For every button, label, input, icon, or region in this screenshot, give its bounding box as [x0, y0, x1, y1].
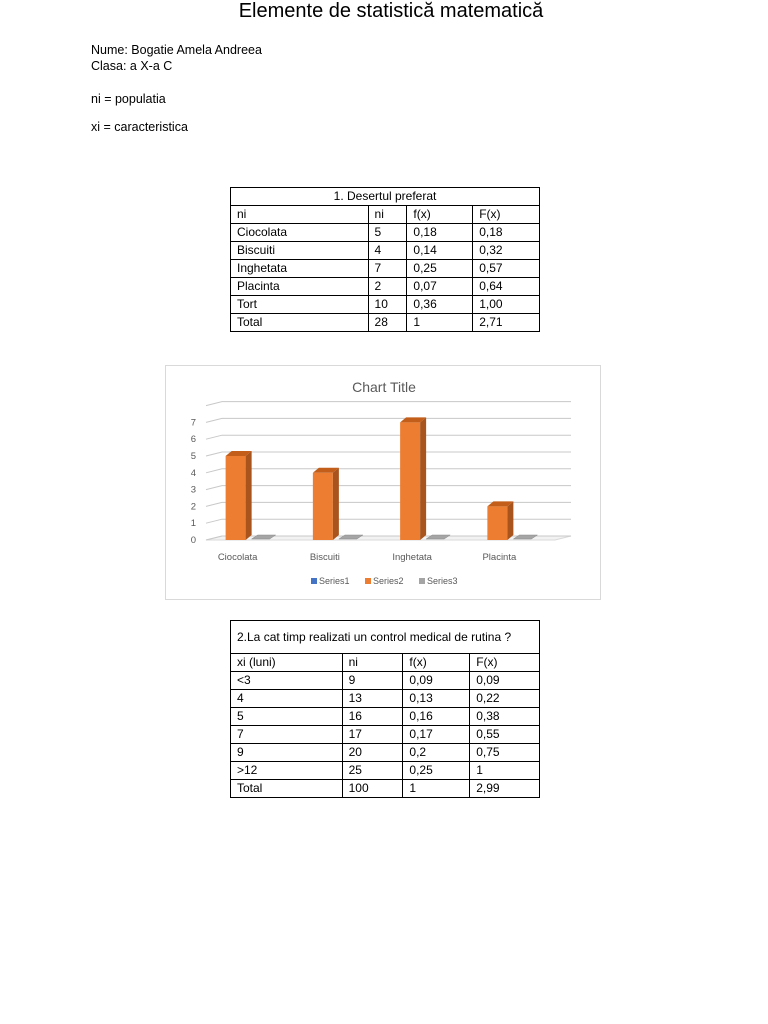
table-cell: 0,2	[403, 744, 470, 762]
table-cell: 20	[342, 744, 403, 762]
gridline	[206, 502, 571, 506]
student-name: Nume: Bogatie Amela Andreea	[91, 43, 262, 57]
table-row	[231, 672, 540, 690]
chart-bars	[226, 417, 538, 540]
table-total-row	[231, 314, 540, 332]
bar-series2-biscuiti	[313, 473, 333, 540]
table-row	[231, 242, 540, 260]
bar-series2-placinta	[487, 506, 507, 540]
table-row	[231, 726, 540, 744]
table-cell: Inghetata	[231, 260, 369, 278]
table-cell: 0,09	[470, 672, 540, 690]
table-cell: 0,16	[403, 708, 470, 726]
table-cell: 0,32	[473, 242, 540, 260]
table-caption-row	[231, 188, 540, 206]
column-header: ni	[231, 206, 369, 224]
table-cell: 0,14	[407, 242, 473, 260]
table-cell: 25	[342, 762, 403, 780]
table-cell: 0,17	[403, 726, 470, 744]
y-tick-label: 4	[190, 467, 196, 479]
x-tick-label: Ciocolata	[217, 552, 258, 563]
table-row	[231, 708, 540, 726]
table-header-row	[231, 206, 540, 224]
bar-side-biscuiti	[333, 468, 339, 540]
table-cell: 0,25	[403, 762, 470, 780]
bar-side-ciocolata	[246, 451, 252, 540]
table-cell: 2	[368, 278, 407, 296]
table-row	[231, 744, 540, 762]
table-row	[231, 224, 540, 242]
legend-swatch	[419, 578, 425, 584]
chart-legend	[311, 576, 458, 586]
definition-ni: ni = populatia	[91, 92, 166, 106]
column-header: F(x)	[470, 654, 540, 672]
table-cell: 7	[368, 260, 407, 278]
table-cell: 0,38	[470, 708, 540, 726]
table-row	[231, 690, 540, 708]
table-cell: Total	[231, 780, 343, 798]
table-total-row	[231, 780, 540, 798]
document-title: Elemente de statistică matematică	[238, 0, 544, 22]
table-cell: 4	[231, 690, 343, 708]
table-cell: 0,13	[403, 690, 470, 708]
table-cell: 100	[342, 780, 403, 798]
table-cell: 2,71	[473, 314, 540, 332]
dessert-chart	[165, 365, 601, 600]
table-row	[231, 278, 540, 296]
table-cell: Ciocolata	[231, 224, 369, 242]
table-cell: 9	[342, 672, 403, 690]
y-tick-label: 3	[190, 484, 196, 496]
legend-entry: Series3	[427, 576, 458, 586]
table-cell: 0,09	[403, 672, 470, 690]
table-cell: 1	[403, 780, 470, 798]
table-row	[231, 762, 540, 780]
y-tick-label: 0	[190, 535, 196, 546]
bar-series2-inghetata	[400, 422, 420, 540]
gridline	[206, 452, 571, 456]
table-cell: 0,36	[407, 296, 473, 314]
bar-series2-ciocolata	[226, 456, 246, 540]
table-cell: 4	[368, 242, 407, 260]
table-cell: Tort	[231, 296, 369, 314]
y-tick-label: 6	[190, 434, 196, 446]
legend-entry: Series2	[373, 576, 404, 586]
table-cell: 13	[342, 690, 403, 708]
bar-side-inghetata	[420, 417, 426, 540]
chart-title: Chart Title	[352, 379, 416, 395]
gridline	[206, 519, 571, 523]
dessert-table	[230, 187, 540, 332]
table-cell: 10	[368, 296, 407, 314]
table-cell: 7	[231, 726, 343, 744]
table-row	[231, 296, 540, 314]
table-cell: 17	[342, 726, 403, 744]
table-cell: Total	[231, 314, 369, 332]
gridline	[206, 435, 571, 439]
bar-side-placinta	[507, 501, 513, 540]
table-row	[231, 260, 540, 278]
table-cell: 1,00	[473, 296, 540, 314]
table-cell: >12	[231, 762, 343, 780]
y-tick-label: 7	[190, 417, 196, 429]
table-cell: <3	[231, 672, 343, 690]
gridline	[206, 418, 571, 422]
column-header: ni	[368, 206, 407, 224]
table-cell: Biscuiti	[231, 242, 369, 260]
x-tick-label: Biscuiti	[309, 552, 340, 563]
y-tick-label: 2	[190, 501, 196, 513]
table-caption-row	[231, 621, 540, 654]
table-cell: 0,22	[470, 690, 540, 708]
table-cell: 0,18	[407, 224, 473, 242]
column-header: ni	[342, 654, 403, 672]
column-header: F(x)	[473, 206, 540, 224]
gridline	[206, 486, 571, 490]
y-tick-label: 5	[190, 451, 196, 462]
chart-x-axis	[218, 552, 517, 563]
student-class: Clasa: a X-a C	[91, 59, 173, 73]
x-tick-label: Placinta	[482, 552, 517, 563]
chart-y-axis	[191, 417, 196, 546]
table-header-row	[231, 654, 540, 672]
chart-gridlines	[206, 402, 571, 540]
table-cell: 1	[407, 314, 473, 332]
column-header: xi (luni)	[231, 654, 343, 672]
medical-control-table	[230, 620, 540, 798]
table-cell: 28	[368, 314, 407, 332]
legend-entry: Series1	[319, 576, 350, 586]
table-cell: 0,55	[470, 726, 540, 744]
table-cell: 9	[231, 744, 343, 762]
table-cell: 0,07	[407, 278, 473, 296]
table-cell: 0,75	[470, 744, 540, 762]
definition-xi: xi = caracteristica	[91, 120, 188, 134]
table-cell: 1	[470, 762, 540, 780]
gridline	[206, 469, 571, 473]
y-tick-label: 1	[190, 518, 196, 530]
gridline	[206, 402, 571, 406]
table-cell: 0,57	[473, 260, 540, 278]
table-cell: 5	[368, 224, 407, 242]
legend-swatch	[311, 578, 317, 584]
chart-canvas	[166, 366, 602, 601]
table-cell: 0,18	[473, 224, 540, 242]
table-cell: 0,64	[473, 278, 540, 296]
table-cell: 2,99	[470, 780, 540, 798]
table-cell: 16	[342, 708, 403, 726]
table-caption: 2.La cat timp realizati un control medical de rutina ?	[231, 621, 540, 654]
column-header: f(x)	[403, 654, 470, 672]
legend-swatch	[365, 578, 371, 584]
table-cell: Placinta	[231, 278, 369, 296]
table-caption: 1. Desertul preferat	[231, 188, 540, 206]
column-header: f(x)	[407, 206, 473, 224]
table-cell: 0,25	[407, 260, 473, 278]
x-tick-label: Inghetata	[392, 552, 432, 563]
table-cell: 5	[231, 708, 343, 726]
